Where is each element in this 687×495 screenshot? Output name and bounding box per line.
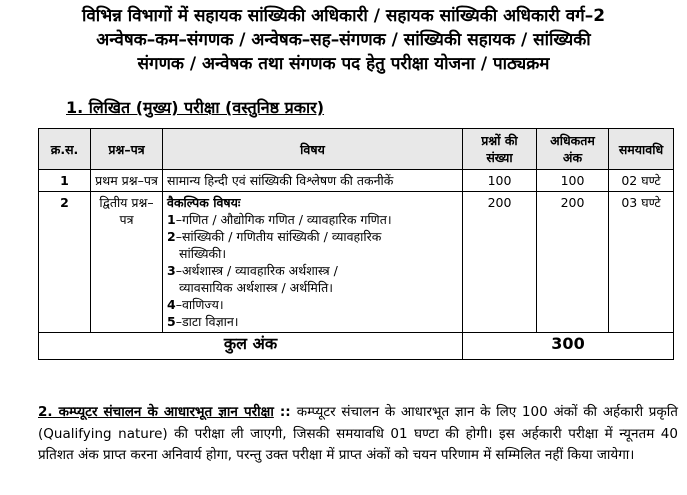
total-row [39,333,674,360]
optional-subjects-heading: वैकल्पिक विषयः [167,195,241,210]
section-2-body: कम्प्यूटर संचालन के आधारभूत ज्ञान के लिए 100 अंकों की अर्हकारी प्रकृति (Qualifying nature) की परीक्षा ली जाएगी, जिसकी समयावधि 01 घण्टा की होगी। इस अर्हकारी परीक्षा में न्यूनतम 40 प्रतिशत अंक प्राप्त करना अनिवार्य होगा, परन्तु उक्त परीक्षा में प्राप्त अंकों को चयन परिणाम में सम्मिलित नहीं किया जायेगा। [38,404,678,463]
exam-scheme-table [38,128,674,360]
option-number: 1 [167,212,176,227]
option-text-cont: सांख्यिकी। [179,246,227,261]
option-item [167,313,458,330]
option-number: 5 [167,314,176,329]
table-header-row [39,129,674,170]
section-2-separator: :: [273,404,297,420]
row1-marks: 100 [537,170,609,192]
total-label: कुल अंक [39,333,463,360]
option-text: –वाणिज्य। [175,297,224,312]
total-value: 300 [463,333,674,360]
row2-questions: 200 [463,192,537,333]
title-line-2: अन्वेषक–कम–संगणक / अन्वेषक–सह–संगणक / सांख्यिकी सहायक / सांख्यिकी [96,30,591,50]
row2-paper: द्वितीय प्रश्न–पत्र [91,192,163,333]
section-2-heading: 2. कम्प्यूटर संचालन के आधारभूत ज्ञान परीक्षा [38,404,274,420]
section-2 [38,402,678,467]
option-item [167,262,458,279]
option-item [167,228,458,245]
row1-questions: 100 [463,170,537,192]
title-line-1: विभिन्न विभागों में सहायक सांख्यिकी अधिकारी / सहायक सांख्यिकी अधिकारी वर्ग–2 [81,6,606,26]
row1-subject: सामान्य हिन्दी एवं सांख्यिकी विश्लेषण की तकनीकें [163,170,463,192]
option-number: 2 [167,229,176,244]
row2-subject [163,192,463,333]
header-max-marks: अधिकतम अंक [537,129,609,170]
title-line-3: संगणक / अन्वेषक तथा संगणक पद हेतु परीक्षा योजना / पाठ्यक्रम [137,54,550,74]
option-text: –डाटा विज्ञान। [175,314,239,329]
option-number: 3 [167,263,176,278]
header-subject: विषय [163,129,463,170]
option-item [167,211,458,228]
option-text: –गणित / औद्योगिक गणित / व्यावहारिक गणित। [175,212,392,227]
option-text-cont: व्यावसायिक अर्थशास्त्र / अर्थमिति। [179,280,334,295]
header-questions: प्रश्नों की संख्या [463,129,537,170]
option-item [167,296,458,313]
section-1-heading: 1. लिखित (मुख्य) परीक्षा (वस्तुनिष्ठ प्रकार) [66,98,325,117]
option-text: –अर्थशास्त्र / व्यावहारिक अर्थशास्त्र / [175,263,338,278]
header-serial: क्र.स. [39,129,91,170]
row1-paper: प्रथम प्रश्न–पत्र [91,170,163,192]
option-number: 4 [167,297,176,312]
header-duration: समयावधि [609,129,674,170]
row2-serial: 2 [39,192,91,333]
row2-duration: 03 घण्टे [609,192,674,333]
header-paper: प्रश्न–पत्र [91,129,163,170]
row2-marks: 200 [537,192,609,333]
option-text: –सांख्यिकी / गणितीय सांख्यिकी / व्यावहारिक [175,229,382,244]
table-row [39,170,674,192]
table-row [39,192,674,333]
row1-duration: 02 घण्टे [609,170,674,192]
document-title [6,4,681,76]
row1-serial: 1 [39,170,91,192]
